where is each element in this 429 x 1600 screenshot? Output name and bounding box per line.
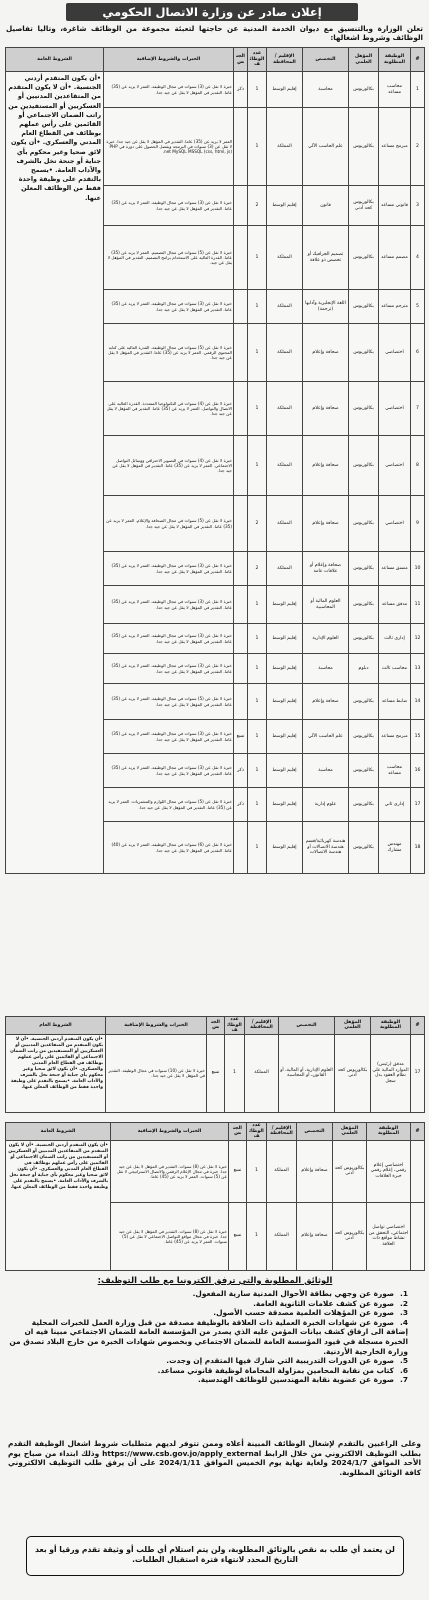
cell-gender: [234, 436, 248, 496]
intro-paragraph: تعلن الوزارة وبالتنسيق مع ديوان الخدمة المدنية عن حاجتها لتعبئة مجموعة من الوظائف شاغرة، وتاليا تفاصيل الوظائف وشروط اشغالها:: [6, 24, 423, 42]
cell-n: [411, 1140, 425, 1202]
cell-n: 2: [411, 108, 425, 186]
cell-req: خبرة لا تقل عن (3) سنوات في مجال الوظيفة. العمر لا يزيد عن (35) عاما. التقدير في المؤهل لا يقل عن جيد جدا.: [104, 720, 234, 754]
cell-qual: بكالوريوس: [349, 324, 379, 382]
column-header: الإقليم / المحافظة: [245, 1017, 279, 1035]
documents-list: [8, 1289, 408, 1385]
cell-gender: [234, 654, 248, 684]
cell-req: خبرة لا تقل عن (5) سنوات في مجال الوظيفة. العمر لا يزيد عن (35) عاما. التقدير في المؤهل لا يقل عن جيد جدا.: [104, 684, 234, 720]
document-text: صورة عن شهادات الخبرة العملية ذات العلاقة بالوظيفة مصدقة من قبل وزارة العمل للخبرات المحلية إضافة الى ارفاق كشف بيانات المؤمن عليه الذي يصدر من المؤسسة العامة للضمان الاجتماعي مبينا فيه ان الخبرة مسجلة في قيود المؤسسة العامة للضمان الاجتماعي وبخصوص شهادات الخبرة من خارج البلاد تصدق من وزارة الخارجية الأردنية.: [9, 1317, 408, 1356]
column-header: الجنس: [229, 1123, 247, 1141]
column-header: الوظيفة المطلوبة: [371, 1017, 411, 1035]
cell-spec: محاسبة: [303, 754, 349, 788]
cell-req: خبرة لا تقل عن (5) سنوات في مجال الصحافة والإعلام. العمر لا يزيد عن (35) عاما. التقدير في المؤهل لا يقل عن جيد جدا.: [104, 496, 234, 552]
cell-count: 1: [248, 436, 267, 496]
cell-gender: ذكر: [234, 754, 248, 788]
cell-count: 1: [248, 226, 267, 290]
document-item: [8, 1299, 408, 1309]
cell-job: إداري ثالث: [379, 624, 411, 654]
general-conditions: •أن يكون المتقدم أردني الجنسية. •أن لا يكون المتقدم من المتقاعدين المدنيين أو العسكريين أو المستفيدين من راتب الضمان الاجتماعي أو القائمين على رأس عملهم بوظائف في القطاع العام المدني والعسكري. •أن يكون لائق صحيا وغير محكوم بأي جناية أو جنحة تخل بالشرف والآداب العامة. •يسمح بالتقدم على وظيفة واحدة فقط من الوظائف المعلن عنها.: [6, 1034, 106, 1112]
jobs-table-main: [5, 47, 425, 874]
cell-job: اختصاصي: [379, 436, 411, 496]
document-number: 3.: [400, 1308, 408, 1318]
cell-req: خبرة لا تقل عن (4) سنوات في التكنولوجيا المتعددة. القدرة العالية على الاتصال والتواصل. العمر لا يزيد عن (35) عاما. التقدير في المؤهل لا يقل عن جيد جدا.: [104, 382, 234, 436]
column-header: التخصص: [279, 1017, 335, 1035]
cell-gender: نسع: [229, 1202, 247, 1270]
jobs-table-media: [5, 1122, 425, 1271]
cell-count: 1: [248, 754, 267, 788]
cell-count: 1: [248, 654, 267, 684]
cell-qual: بكالوريوس: [349, 108, 379, 186]
cell-req: خبرة لا تقل عن (5) سنوات في مجال اللوازم والمشتريات. العمر لا يزيد عن (35) عاما. التقدير في المؤهل لا يقل عن جيد جدا.: [104, 788, 234, 822]
document-text: صورة عن كشف علامات الثانوية العامة.: [253, 1298, 394, 1308]
column-header: #: [411, 1017, 425, 1035]
general-conditions: •أن يكون المتقدم أردني الجنسية. •أن لا يكون المتقدم من المتقاعدين المدنيين أو العسكريين أو المستفيدين من راتب الضمان الاجتماعي أو القائمين على رأس عملهم بوظائف في القطاع العام المدني والعسكري. •أن يكون لائق صحيا وغير محكوم بأي جناية أو جنحة تخل بالشرف والآداب العامة. •يسمح بالتقدم على وظيفة واحدة فقط من الوظائف المعلن عنها.: [6, 72, 104, 874]
cell-req: خبرة لا تقل عن (3) سنوات في مجال الوظيفة. العمر لا يزيد عن (35) عاما. التقدير في المؤهل لا يقل عن جيد جدا.: [104, 624, 234, 654]
cell-n: 17: [411, 788, 425, 822]
column-header: الجنس: [234, 48, 248, 72]
cell-req: خبرة لا تقل عن (10) سنوات في مجال الوظيفة. التقدير في المؤهل لا يقل عن جيد جدا.: [106, 1034, 207, 1112]
cell-spec: العلوم الإدارية، أو المالية، أو القانون، أو المحاسبة: [279, 1034, 335, 1112]
cell-qual: بكالوريوس: [349, 788, 379, 822]
cell-count: 1: [247, 1140, 267, 1202]
cell-job: قانوني مساعد: [379, 186, 411, 226]
cell-spec: هندسة كهربائية/قسم هندسة الاتصالات أو هندسة الاتصالات: [303, 822, 349, 874]
cell-region: المملكة: [267, 1140, 297, 1202]
cell-job: محاسب مساعد: [379, 72, 411, 108]
cell-n: 7: [411, 382, 425, 436]
cell-spec: علم الحاسب الآلي: [303, 720, 349, 754]
cell-job: إداري ثاني: [379, 788, 411, 822]
cell-job: مترجم مساعد: [379, 290, 411, 324]
cell-req: خبرة لا تقل عن (3) سنوات في مجال الوظيفة. العمر لا يزيد عن (35) عاما. التقدير في المؤهل لا يقل عن جيد جدا.: [104, 552, 234, 586]
cell-spec: صحافة وإعلام: [297, 1140, 333, 1202]
cell-gender: [234, 226, 248, 290]
column-header: #: [411, 1123, 425, 1141]
cell-qual: بكالوريوس: [349, 624, 379, 654]
cell-job: اختصاصي تواصل اجتماعي، التحقق من نشاط مواقع ذات العلاقة: [367, 1202, 411, 1270]
cell-region: المملكة: [267, 552, 303, 586]
cell-region: المملكة: [267, 324, 303, 382]
cell-job: مصمم مساعد: [379, 226, 411, 290]
cell-count: 1: [248, 586, 267, 624]
cell-req: العمر لا يزيد عن (35) عاما. التقدير في المؤهل لا يقل عن جيد جدا. خبرة لا تقل عن (3) سنوات في البرمجة ويفضل الحصول على دورة في PHP .net MySQL MSSQL (css, html, js): [104, 108, 234, 186]
document-text: صورة عن عضوية نقابة المهندسين للوظائف الهندسية.: [197, 1375, 394, 1385]
column-header: الإقليم / المحافظة: [267, 1123, 297, 1141]
cell-req: خبرة لا تقل عن (3) سنوات في مجال الوظيفة. العمر لا يزيد عن (35) عاما. التقدير في المؤهل لا يقل عن جيد جدا.: [104, 586, 234, 624]
cell-qual: بكالوريوس: [349, 720, 379, 754]
column-header: المؤهل العلمي: [335, 1017, 371, 1035]
cell-gender: نسع: [229, 1140, 247, 1202]
document-number: 1.: [400, 1289, 408, 1298]
cell-n: [411, 1202, 425, 1270]
cell-req: خبرة لا تقل عن (8) سنوات. التقدير في المؤهل لا يقل عن جيد جدا. خبرة في مجال الإعلام الرقمي والاتصال الاستراتيجي لا تقل عن (5) سنوات. العمر لا يزيد عن (45) عاما.: [111, 1140, 229, 1202]
cell-qual: بكالوريوس: [349, 754, 379, 788]
document-text: صورة عن وجهي بطاقة الأحوال المدنية سارية المفعول.: [192, 1289, 394, 1298]
cell-spec: محاسبة: [303, 654, 349, 684]
cell-spec: محاسبة: [303, 72, 349, 108]
cell-spec: صحافة وإعلام: [303, 382, 349, 436]
cell-count: 1: [248, 720, 267, 754]
cell-region: إقليم الوسط: [267, 72, 303, 108]
cell-req: خبرة لا تقل عن (3) سنوات في مجال الوظيفة. العمر لا يزيد عن (35) عاما. التقدير في المؤهل لا يقل عن جيد جدا.: [104, 72, 234, 108]
cell-count: 1: [248, 290, 267, 324]
cell-n: 3: [411, 186, 425, 226]
cell-n: 18: [411, 822, 425, 874]
cell-qual: بكالوريوس: [349, 586, 379, 624]
notice-box: لن يعتمد أي طلب به نقص بالوثائق المطلوبة، ولن يتم استلام أي طلب أو وثيقة تقدم ورقيا أو بعد التاريخ المحدد لانتهاء فترة استقبال الطلبات.: [26, 1536, 404, 1576]
cell-gender: [234, 684, 248, 720]
column-header: #: [411, 48, 425, 72]
cell-region: إقليم الوسط: [267, 654, 303, 684]
cell-job: اختصاصي إعلام رقمي، إعلام رقمي خبرة العلاقات: [367, 1140, 411, 1202]
cell-qual: بكالوريوس: [349, 436, 379, 496]
cell-spec: صحافة وإعلام: [303, 324, 349, 382]
document-number: 4.: [400, 1317, 408, 1327]
apply-paragraph: وعلى الراغبين بالتقدم لإشغال الوظائف المبينة أعلاه وممن تتوفر لديهم متطلبات شروط اشغال الوظيفة التقدم بطلب التوظيف الالكتروني من خلال الرابط https://www.csb.gov.jo/apply_external وذلك ابتداء من صباح يوم الأحد الموافق 2024/1/7 ولغاية نهاية يوم الخميس الموافق 2024/1/11 على أن يرفق طلب التوظيف الالكتروني كافة الوثائق المطلوبة.: [8, 1439, 421, 1477]
cell-gender: ذكر: [234, 72, 248, 108]
column-header: الخبرات والشروط الإضافية: [106, 1017, 207, 1035]
cell-n: 8: [411, 436, 425, 496]
cell-count: 1: [225, 1034, 245, 1112]
cell-count: 1: [248, 72, 267, 108]
column-header: المؤهل العلمي: [349, 48, 379, 72]
document-text: صورة عن الدورات التدريبية التي شارك فيها المتقدم إن وجدت.: [166, 1356, 394, 1366]
cell-qual: بكالوريوس: [349, 226, 379, 290]
column-header: الشروط العامة: [6, 48, 104, 72]
cell-count: 1: [248, 382, 267, 436]
cell-req: خبرة لا تقل عن (8) سنوات. التقدير في المؤهل لا يقل عن جيد جدا. خبرة في مجال مواقع التواصل الاجتماعي لا تقل عن (5) سنوات. العمر لا يزيد عن (45) عاما.: [111, 1202, 229, 1270]
cell-qual: بكالوريوس: [349, 290, 379, 324]
column-header: الخبرات والشروط الإضافية: [111, 1123, 229, 1141]
cell-job: محاسب مساعد: [379, 754, 411, 788]
column-header: الشروط العامة: [6, 1123, 111, 1141]
table-row: [6, 1034, 425, 1112]
cell-spec: تصميم الجرافيك أو تخصص ذو علاقة: [303, 226, 349, 290]
column-header: الجنس: [207, 1017, 225, 1035]
column-header: عدد الوظائف: [248, 48, 267, 72]
cell-qual: بكالوريوس كحد أدنى: [335, 1034, 371, 1112]
document-text: صورة عن المؤهلات العلمية مصدقة حسب الأصول.: [213, 1308, 394, 1318]
cell-job: مبرمج مساعد: [379, 108, 411, 186]
cell-req: خبرة لا تقل عن (3) سنوات في مجال الوظيفة. العمر لا يزيد عن (35) عاما. التقدير في المؤهل لا يقل عن جيد جدا.: [104, 654, 234, 684]
cell-gender: [234, 290, 248, 324]
page-title: إعلان صادر عن وزارة الاتصال الحكومي: [66, 3, 358, 21]
cell-n: 10: [411, 552, 425, 586]
cell-region: المملكة: [267, 496, 303, 552]
cell-n: 6: [411, 324, 425, 382]
cell-job: مهندس مشارك: [379, 822, 411, 874]
table-row: [6, 1140, 425, 1202]
cell-region: المملكة: [267, 1202, 297, 1270]
cell-count: 1: [248, 822, 267, 874]
cell-spec: صحافة وإعلام: [303, 496, 349, 552]
cell-spec: صحافة وإعلام: [303, 436, 349, 496]
cell-job: منسق مساعد: [379, 552, 411, 586]
cell-region: المملكة: [267, 108, 303, 186]
cell-region: إقليم الوسط: [267, 586, 303, 624]
column-header: عدد الوظائف: [225, 1017, 245, 1035]
column-header: التخصص: [297, 1123, 333, 1141]
cell-count: 1: [248, 324, 267, 382]
cell-qual: بكالوريوس: [349, 72, 379, 108]
cell-req: خبرة لا تقل عن (5) سنوات في مجال الوظيفة. القدرة العالية على كتابة المحتوى الرقمي. العمر لا يزيد عن (35) عاما. التقدير في المؤهل لا يقل عن جيد جدا.: [104, 324, 234, 382]
cell-qual: بكالوريوس كحد أدنى: [333, 1140, 367, 1202]
cell-region: المملكة: [267, 290, 303, 324]
cell-n: 16: [411, 754, 425, 788]
cell-gender: [234, 586, 248, 624]
cell-req: خبرة لا تقل عن (3) سنوات في مجال الوظيفة. العمر لا يزيد عن (35) عاما. التقدير في المؤهل لا يقل عن جيد جدا.: [104, 186, 234, 226]
cell-req: خبرة لا تقل عن (3) سنوات في مجال الوظيفة. العمر لا يزيد عن (35) عاما. التقدير في المؤهل لا يقل عن جيد جدا.: [104, 754, 234, 788]
cell-spec: صحافة وإعلام: [303, 684, 349, 720]
cell-job: ضابط مساعد: [379, 684, 411, 720]
cell-region: المملكة: [267, 226, 303, 290]
cell-n: 17: [411, 1034, 425, 1112]
cell-qual: بكالوريوس كحد أدنى: [349, 186, 379, 226]
cell-gender: [234, 624, 248, 654]
cell-n: 11: [411, 586, 425, 624]
cell-spec: قانون: [303, 186, 349, 226]
cell-gender: [234, 552, 248, 586]
column-header: الوظيفة المطلوبة: [367, 1123, 411, 1141]
column-header: الوظيفة المطلوبة: [379, 48, 411, 72]
column-header: عدد الوظائف: [247, 1123, 267, 1141]
document-number: 6.: [400, 1365, 408, 1375]
cell-region: إقليم الوسط: [267, 754, 303, 788]
cell-count: 1: [248, 108, 267, 186]
document-number: 5.: [400, 1356, 408, 1366]
column-header: التخصص: [303, 48, 349, 72]
cell-region: إقليم الوسط: [267, 788, 303, 822]
document-item: [8, 1356, 408, 1366]
cell-region: إقليم الوسط: [267, 822, 303, 874]
cell-gender: ذكر: [234, 788, 248, 822]
cell-gender: [234, 496, 248, 552]
cell-n: 4: [411, 226, 425, 290]
cell-qual: بكالوريوس: [349, 684, 379, 720]
cell-req: خبرة لا تقل عن (3) سنوات في مجال الوظيفة. العمر لا يزيد عن (35) عاما. التقدير في المؤهل لا يقل عن جيد جدا.: [104, 290, 234, 324]
cell-count: 2: [248, 552, 267, 586]
cell-job: مبرمج مساعد: [379, 720, 411, 754]
cell-gender: نسع: [207, 1034, 225, 1112]
cell-n: 13: [411, 654, 425, 684]
cell-qual: بكالوريوس: [349, 382, 379, 436]
cell-req: خبرة لا تقل عن (4) سنوات في التصوير الاحترافي ووسائل التواصل الاجتماعي. العمر لا يزيد عن (35) عاما. التقدير في المؤهل لا يقل عن جيد جدا.: [104, 436, 234, 496]
cell-job: اختصاصي: [379, 496, 411, 552]
cell-region: المملكة: [267, 382, 303, 436]
cell-count: 2: [248, 496, 267, 552]
document-item: [8, 1308, 408, 1318]
cell-region: إقليم الوسط: [267, 186, 303, 226]
cell-count: 1: [248, 788, 267, 822]
cell-n: 1: [411, 72, 425, 108]
cell-job: مدقق مساعد: [379, 586, 411, 624]
cell-gender: [234, 382, 248, 436]
cell-region: المملكة: [267, 436, 303, 496]
cell-count: 1: [247, 1202, 267, 1270]
cell-spec: صحافة وإعلام: [297, 1202, 333, 1270]
column-header: الخبرات والشروط الإضافية: [104, 48, 234, 72]
cell-gender: نسع: [234, 720, 248, 754]
cell-qual: دبلوم: [349, 654, 379, 684]
cell-gender: [234, 108, 248, 186]
table-row: [6, 72, 425, 108]
jobs-table-contract: [5, 1016, 425, 1113]
cell-qual: بكالوريوس: [349, 822, 379, 874]
documents-heading: الوثائق المطلوبة والتي ترفق الكترونيا مع طلب التوظيف:: [97, 1275, 333, 1285]
cell-n: 9: [411, 496, 425, 552]
cell-gender: [234, 324, 248, 382]
document-text: كتاب من نقابة المحامين بمزاولة المحاماة لوظيفة قانوني مساعد.: [157, 1365, 394, 1375]
cell-job: مدقق (رئيس) الموارد المالية على نظام العقود بدل سجل: [371, 1034, 411, 1112]
cell-job: اختصاصي: [379, 324, 411, 382]
cell-region: إقليم الوسط: [267, 624, 303, 654]
column-header: المؤهل العلمي: [333, 1123, 367, 1141]
cell-job: اختصاصي: [379, 382, 411, 436]
cell-n: 15: [411, 720, 425, 754]
cell-req: خبرة لا تقل عن (5) سنوات في مجال التصميم. العمر لا يزيد عن (35) عاما. القدرة العالية على الاستخدام برامج التصميم. التقدير في المؤهل لا يقل عن جيد.: [104, 226, 234, 290]
cell-qual: بكالوريوس: [349, 552, 379, 586]
cell-qual: بكالوريوس: [349, 496, 379, 552]
column-header: الإقليم / المحافظة: [267, 48, 303, 72]
cell-count: 1: [248, 684, 267, 720]
cell-region: المملكة: [245, 1034, 279, 1112]
cell-spec: علوم إدارية: [303, 788, 349, 822]
document-number: 7.: [400, 1375, 408, 1385]
cell-spec: علم الحاسب الآلي: [303, 108, 349, 186]
cell-count: 1: [248, 624, 267, 654]
cell-gender: [234, 186, 248, 226]
document-number: 2.: [400, 1298, 408, 1308]
document-item: [8, 1375, 408, 1385]
cell-qual: بكالوريوس كحد أدنى: [333, 1202, 367, 1270]
cell-n: 12: [411, 624, 425, 654]
cell-spec: العلوم المالية أو المحاسبية: [303, 586, 349, 624]
cell-region: إقليم الوسط: [267, 720, 303, 754]
document-item: [8, 1318, 408, 1356]
cell-n: 5: [411, 290, 425, 324]
cell-n: 14: [411, 684, 425, 720]
cell-region: إقليم الوسط: [267, 684, 303, 720]
cell-spec: العلوم الإدارية: [303, 624, 349, 654]
cell-req: خبرة لا تقل عن (6) سنوات في مجال الوظيفة. العمر لا يزيد عن (40) عاما. التقدير في المؤهل لا يقل عن جيد جدا.: [104, 822, 234, 874]
document-item: [8, 1289, 408, 1299]
general-conditions: •أن يكون المتقدم أردني الجنسية. •أن لا يكون المتقدم من المتقاعدين المدنيين أو العسكريين أو المستفيدين من راتب الضمان الاجتماعي أو القائمين على رأس عملهم بوظائف في القطاع العام المدني والعسكري. •أن يكون لائق صحيا وغير محكوم بأي جناية أو جنحة تخل بالشرف والآداب العامة. •يسمح بالتقدم على وظيفة واحدة فقط من الوظائف المعلن عنها.: [6, 1140, 111, 1270]
cell-count: 2: [248, 186, 267, 226]
cell-spec: اللغة الإنجليزية وآدابها (ترجمة): [303, 290, 349, 324]
document-item: [8, 1366, 408, 1376]
cell-spec: صحافة وإعلام أو علاقات عامة: [303, 552, 349, 586]
cell-job: محاسب ثالث: [379, 654, 411, 684]
column-header: الشروط العام: [6, 1017, 106, 1035]
cell-gender: [234, 822, 248, 874]
